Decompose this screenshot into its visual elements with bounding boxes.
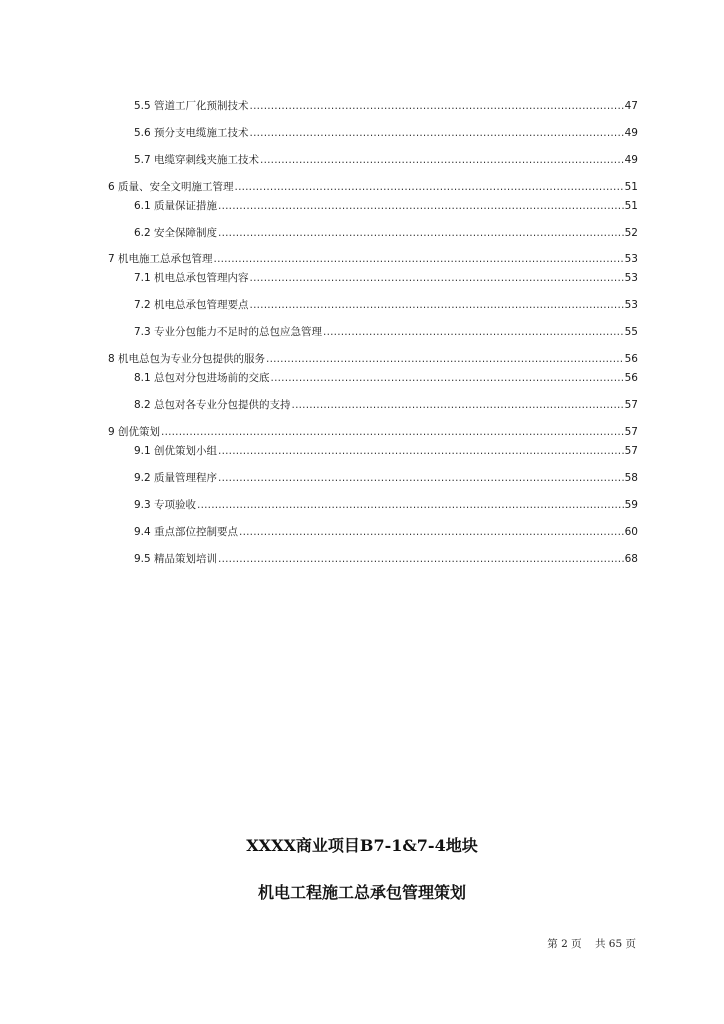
project-title: XXXX商业项目B7-1&7-4地块: [246, 836, 478, 855]
document-title: 机电工程施工总承包管理策划: [257, 883, 466, 902]
toc-leader: [239, 524, 624, 540]
toc-label: 9 创优策划: [108, 426, 161, 438]
toc-page-number: 57: [624, 426, 638, 438]
toc-page-number: 57: [624, 399, 638, 411]
toc-page-number: 47: [624, 100, 638, 112]
toc-leader: [161, 424, 624, 440]
toc-leader: [218, 198, 624, 214]
toc-entry[interactable]: [0, 297, 724, 313]
toc-label: 9.1 创优策划小组: [134, 445, 218, 457]
toc-leader: [250, 270, 624, 286]
toc-page-number: 51: [624, 200, 638, 212]
toc-entry[interactable]: [0, 470, 724, 486]
toc-leader: [218, 225, 624, 241]
toc-leader: [197, 497, 624, 513]
toc-leader: [271, 370, 624, 386]
toc-entry[interactable]: [0, 324, 724, 340]
toc-label: 8.1 总包对分包进场前的交底: [134, 372, 270, 384]
toc-page-number: 53: [624, 299, 638, 311]
toc-label: 6.2 安全保障制度: [134, 227, 218, 239]
toc-entry[interactable]: [0, 251, 724, 267]
toc-leader: [218, 470, 624, 486]
toc-page-number: 49: [624, 127, 638, 139]
toc-entry[interactable]: [0, 225, 724, 241]
toc-page-number: 55: [624, 326, 638, 338]
toc-leader: [250, 297, 624, 313]
toc-entry[interactable]: [0, 270, 724, 286]
toc-leader: [260, 152, 624, 168]
toc-page-number: 58: [624, 472, 638, 484]
toc-label: 7.1 机电总承包管理内容: [134, 272, 249, 284]
toc-leader: [218, 551, 624, 567]
toc-entry[interactable]: [0, 198, 724, 214]
toc-page-number: 52: [624, 227, 638, 239]
toc-entry[interactable]: [0, 424, 724, 440]
toc-page-number: 53: [624, 253, 638, 265]
toc-label: 7 机电施工总承包管理: [108, 253, 213, 265]
toc-page-number: 56: [624, 353, 638, 365]
toc-label: 6.1 质量保证措施: [134, 200, 218, 212]
toc-page-number: 51: [624, 181, 638, 193]
toc-leader: [235, 179, 624, 195]
toc-label: 9.3 专项验收: [134, 499, 197, 511]
toc-page-number: 68: [624, 553, 638, 565]
toc-leader: [250, 98, 624, 114]
toc-leader: [250, 125, 624, 141]
toc-label: 7.2 机电总承包管理要点: [134, 299, 249, 311]
toc-label: 8.2 总包对各专业分包提供的支持: [134, 399, 291, 411]
toc-leader: [266, 351, 624, 367]
toc-page-number: 60: [624, 526, 638, 538]
toc-label: 5.6 预分支电缆施工技术: [134, 127, 249, 139]
toc-entry[interactable]: [0, 179, 724, 195]
toc-entry[interactable]: [0, 351, 724, 367]
toc-leader: [218, 443, 624, 459]
toc-page-number: 57: [624, 445, 638, 457]
toc-label: 9.5 精品策划培训: [134, 553, 218, 565]
toc-leader: [214, 251, 624, 267]
toc-page-number: 59: [624, 499, 638, 511]
toc-page-number: 56: [624, 372, 638, 384]
toc-entry[interactable]: [0, 524, 724, 540]
toc-label: 7.3 专业分包能力不足时的总包应急管理: [134, 326, 323, 338]
toc-entry[interactable]: [0, 98, 724, 114]
toc-page-number: 53: [624, 272, 638, 284]
toc-label: 6 质量、安全文明施工管理: [108, 181, 234, 193]
toc-entry[interactable]: [0, 152, 724, 168]
toc-label: 5.7 电缆穿刺线夹施工技术: [134, 154, 260, 166]
toc-label: 5.5 管道工厂化预制技术: [134, 100, 249, 112]
toc-entry[interactable]: [0, 370, 724, 386]
toc-label: 8 机电总包为专业分包提供的服务: [108, 353, 266, 365]
toc-leader: [292, 397, 624, 413]
toc-label: 9.2 质量管理程序: [134, 472, 218, 484]
page-number: 第 2 页 共 65 页: [547, 938, 636, 950]
toc-entry[interactable]: [0, 397, 724, 413]
toc-entry[interactable]: [0, 551, 724, 567]
toc-leader: [323, 324, 624, 340]
toc-entry[interactable]: [0, 125, 724, 141]
toc-label: 9.4 重点部位控制要点: [134, 526, 239, 538]
toc-entry[interactable]: [0, 443, 724, 459]
toc-entry[interactable]: [0, 497, 724, 513]
toc-page-number: 49: [624, 154, 638, 166]
